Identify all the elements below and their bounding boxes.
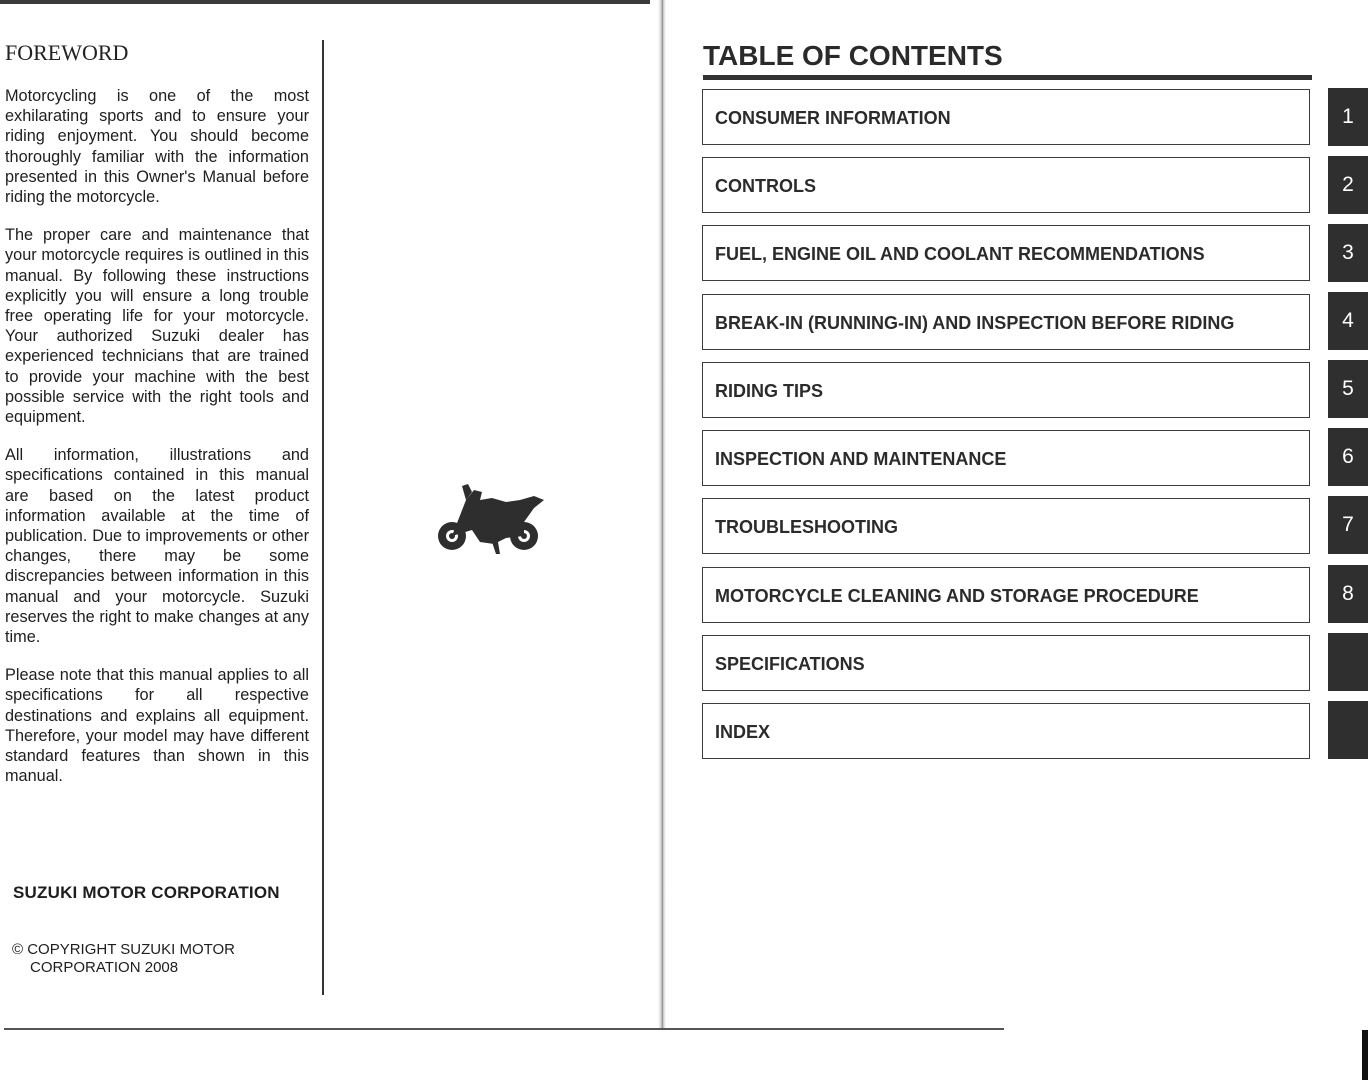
section-tab-3[interactable]: 3 [1328, 224, 1368, 282]
toc-entry-troubleshooting[interactable] [702, 498, 1310, 554]
toc-entry-label: INSPECTION AND MAINTENANCE [715, 449, 1007, 469]
toc-entry-label: SPECIFICATIONS [715, 654, 865, 674]
section-tab-specifications[interactable] [1328, 633, 1368, 691]
foreword-paragraph: The proper care and maintenance that your motorcycle requires is outlined in this manual. By following these instructions explicitly you will ensure a long trouble free operating life for your motorcycle. Your authorized Suzuki dealer has experienced technicians that are trained to provide your machine with the best possible service with the right tools and equipment. [5, 226, 309, 427]
foreword-paragraph: Please note that this manual applies to all specifications for all respective destinations and explains all equipment. Therefore, your model may have different standard features than shown in this manual. [5, 666, 309, 786]
foreword-body [5, 86, 309, 805]
toc-entry-label: FUEL, ENGINE OIL AND COOLANT RECOMMENDATIONS [715, 244, 1205, 264]
copyright-line: © COPYRIGHT SUZUKI MOTOR [12, 941, 236, 958]
copyright-notice [12, 941, 235, 977]
motorcycle-icon [436, 478, 548, 554]
page-edge [1362, 1030, 1368, 1080]
toc-entry-consumer-information[interactable] [702, 89, 1310, 145]
column-divider [322, 40, 324, 995]
toc-title: TABLE OF CONTENTS [703, 40, 1003, 71]
toc-entry-label: INDEX [715, 722, 771, 742]
toc-entry-break-in[interactable] [702, 294, 1310, 350]
foreword-paragraph: Motorcycling is one of the most exhilarating sports and to ensure your riding enjoyment. You should become thoroughly familiar with the information presented in this Owner's Manual before riding the motorcycle. [5, 87, 309, 207]
copyright-line: CORPORATION 2008 [30, 959, 179, 976]
toc-entry-label: TROUBLESHOOTING [715, 517, 898, 537]
foreword-paragraph: All information, illustrations and specifications contained in this manual are based on the latest product information available at the time of publication. Due to improvements or other changes, there may be some discrepancies between information in this manual and your motorcycle. Suzuki reserves the right to make changes at any time. [5, 446, 309, 647]
top-edge-line [0, 0, 650, 4]
corporation-name: SUZUKI MOTOR CORPORATION [13, 883, 280, 902]
toc-entry-riding-tips[interactable] [702, 362, 1310, 418]
toc-entry-cleaning-storage[interactable] [702, 567, 1310, 623]
book-spine [658, 0, 666, 1030]
section-tab-2[interactable]: 2 [1328, 156, 1368, 214]
toc-entry-fuel-oil-coolant[interactable] [702, 225, 1310, 281]
toc-entry-index[interactable] [702, 703, 1310, 759]
toc-entry-label: BREAK-IN (RUNNING-IN) AND INSPECTION BEFORE RIDING [715, 313, 1235, 333]
foreword-title: FOREWORD [5, 40, 129, 65]
section-tab-1[interactable]: 1 [1328, 88, 1368, 146]
toc-entry-controls[interactable] [702, 157, 1310, 213]
toc-entry-specifications[interactable] [702, 635, 1310, 691]
section-tab-4[interactable]: 4 [1328, 292, 1368, 350]
toc-entry-label: CONSUMER INFORMATION [715, 108, 951, 128]
toc-entry-label: MOTORCYCLE CLEANING AND STORAGE PROCEDURE [715, 586, 1199, 606]
title-underline [703, 75, 1312, 80]
bottom-edge-line [4, 1028, 1004, 1030]
toc-entry-label: RIDING TIPS [715, 381, 824, 401]
toc-entry-label: CONTROLS [715, 176, 816, 196]
section-tab-6[interactable]: 6 [1328, 428, 1368, 486]
section-tab-5[interactable]: 5 [1328, 360, 1368, 418]
toc-entry-inspection-maintenance[interactable] [702, 430, 1310, 486]
section-tab-index[interactable] [1328, 701, 1368, 759]
section-tab-7[interactable]: 7 [1328, 496, 1368, 554]
section-tab-8[interactable]: 8 [1328, 565, 1368, 623]
